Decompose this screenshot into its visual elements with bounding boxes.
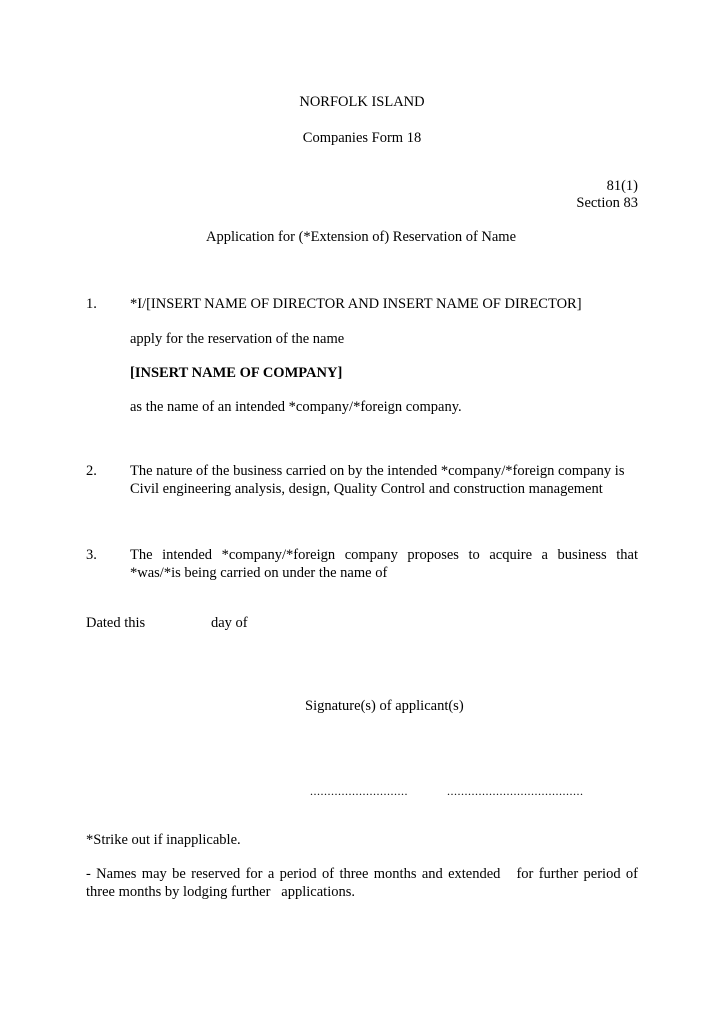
item-3-text: The intended *company/*foreign company proposes to acquire a business that — [130, 547, 638, 563]
item-2-text: The nature of the business carried on by the intended *company/*foreign company is — [130, 463, 625, 479]
item-1-text: apply for the reservation of the name — [130, 331, 345, 347]
strike-note: *Strike out if inapplicable. — [86, 832, 241, 848]
item-1-number: 1. — [86, 296, 97, 312]
reservation-note-cont: three months by lodging further applications. — [86, 884, 356, 900]
reservation-note: - Names may be reserved for a period of three months and extended for further period of — [86, 866, 638, 882]
signature-line-1[interactable]: ............................ — [310, 784, 408, 798]
item-2-number: 2. — [86, 463, 97, 479]
jurisdiction-title: NORFOLK ISLAND — [299, 94, 425, 110]
day-of-label: day of — [211, 615, 248, 631]
item-3-text-cont: *was/*is being carried on under the name of — [130, 565, 388, 581]
section-reference: Section 83 — [576, 195, 638, 211]
form-name: Companies Form 18 — [302, 130, 422, 146]
company-name-placeholder: [INSERT NAME OF COMPANY] — [130, 365, 343, 381]
signature-label: Signature(s) of applicant(s) — [305, 698, 464, 714]
director-name-placeholder: *I/[INSERT NAME OF DIRECTOR AND INSERT NAME OF DIRECTOR] — [130, 296, 582, 312]
regulation-reference: 81(1) — [606, 178, 638, 194]
form-title: Application for (*Extension of) Reservation of Name — [205, 229, 517, 245]
dated-label: Dated this — [86, 615, 146, 631]
item-3-number: 3. — [86, 547, 97, 563]
business-nature-text: Civil engineering analysis, design, Quality Control and construction management — [130, 481, 603, 497]
signature-line-2[interactable]: ....................................... — [447, 784, 584, 798]
item-1-text-cont: as the name of an intended *company/*foreign company. — [130, 399, 462, 415]
